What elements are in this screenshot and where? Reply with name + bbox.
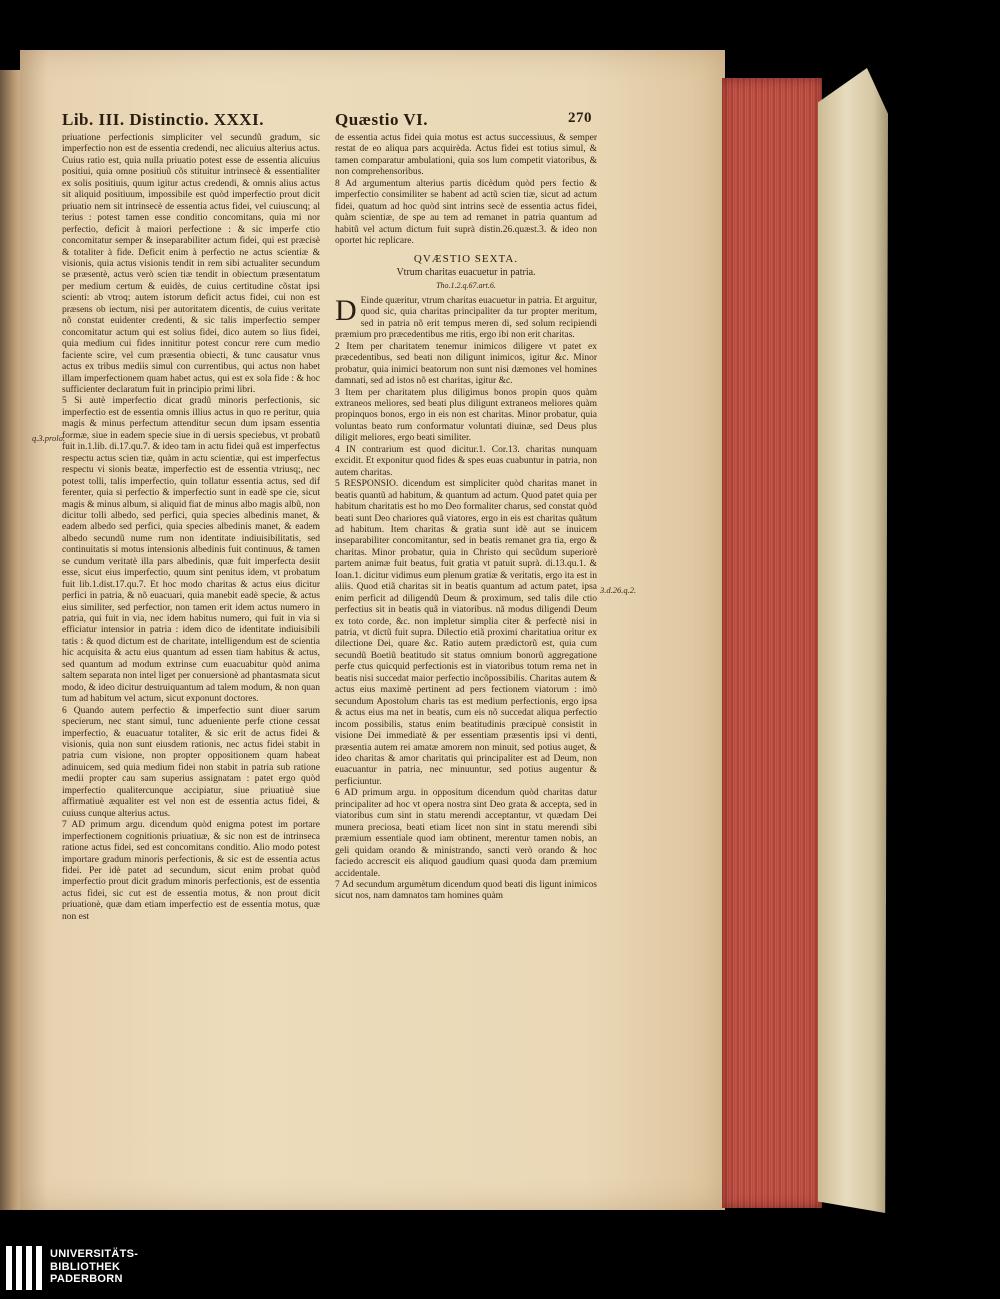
running-head-center: Quæstio VI. (335, 110, 429, 129)
paragraph: 6 Quando autem perfectio & imperfectio sunt diuer sarum specierum, nec stant simul, tunc adueniente perfe ctione cessat imperfectio, & euacuatur totaliter, & sic erit de actus fidei & visionis, quia non sunt eiusdem rationis, nec actus fidei stabit in patria cum visione, non propter oppositionem quam habeat adinuicem, sed quia medium fidei non stabit in patria sub ratione medii propter cau sam superius assignatam : patet ergo quòd imperfectio qualitercunque accipiatur, siue priuatiuè siue affirmatiuè æqualiter est vel non est de essentia actus fidei, & cuiuss cunque alterius actus. (62, 705, 320, 819)
text-column-left (62, 133, 320, 923)
question-subheading: Vtrum charitas euacuetur in patria. (396, 266, 536, 278)
library-name-line: UNIVERSITÄTS- (50, 1248, 139, 1260)
paragraph: de essentia actus fidei quia motus est actus successiuus, & semper restat de eo aliqua pars acquirèda. Actus fidei est totius simul, & tamen comparatur ambulationi, quia sos lum competit viatoribus, & non comprehensoribus. (335, 133, 597, 178)
text-column-right (335, 133, 597, 903)
paragraph: 5 Si autè imperfectio dicat gradũ minoris perfectionis, sic imperfectio est de essentia omnis illius actus in quo re peritur, quia magis & minus perfectum attenditur secun dum ipsam essentia formæ, siue in eadem specie siue in di uersis speciebus, vt probatũ fuit in.1.lib. di.17.qu.7. & ideo tam in actu fidei quã est imperfectus respectu actus scien tiæ, quàm in actu scientiæ, qui est imperfectus respectu vi sionis beatæ, imperfectio est de essentia vtriusq;, nec potest tolli, talis imperfectio, quin tollatur essentia actus, sed dif ferenter, quia si perfectio & imperfectio sunt in eadè spe cie, sicut magis & minus album, si aliquid fiat de minus albo magis albũ, non dicitur tolli albedo, sed perfici, quia species albedinis manet, & eadem albedo sed perfici, quia species albedinis manet, & eadem albedo secundũ nume rum non identitate indiuisibilitatis, sed continuitatis si motus intensionis albedinis fuit continuus, & tamen se cundum veritatè illa pars albedinis, quæ fuit imperfecta desiit esse, sicut eius imperfectio, quum sint penitus idem, vt probatum fuit lib.1.dist.17.qu.7. Et hoc modo charitas & actus eius dicitur perfici in patria, & nõ euacuari, quia manebit eadè specie, & actus eius similiter, sed perfectior, non tamen erit idem actus numero in patria, qui fuit in via, nec idem habitus numero, qui fuit in via si efficiatur intensior in patria : idem dico de identitate indiuisibili tatis : & quod dictum est de charitate, intelligendum est de scientia hic acquisita & actu eius quantum ad essen tiam habitus & actus, sed quantum ad modum extrinse cum euacuabitur quòd anima saltem separata non intel liget per conuersionè ad phantasmata sicut modo, & ideo dicitur destruiquantum ad talem modum, & non quan tum ad habitum vel actum, sicut exponunt doctores. (62, 396, 320, 705)
page-number: 270 (568, 110, 592, 126)
paragraph: 7 AD primum argu. dicendum quòd enigma potest im portare imperfectionem cognitionis priuatiuæ, & sic non est de intrinseca ratione actus fidei, sed est concomitans conditio. Alio modo potest importare gradum minoris perfectionis, & sic est de essentia actus fidei. Per idè patet ad secundum, sicut enim probat quòd imperfectio prout dicit gradum minoris perfectionis, est de essentia actus fidei, sic cut est de essentia motus, & non prout dicit priuationè, quæ dam etiam imperfectio est de essentia motus, quæ non est (62, 820, 320, 922)
paragraph: 3 Item per charitatem plus diligimus bonos propin quos quàm extraneos meliores, sed beati plus diligunt extraneos meliores quàm propinquos bonos, ergo in eis non est charitas. Minor probatur, quia voluntas beato rum conformatur voluntati diuinæ, sed Deus plus diligit meliores, ergo beati similiter. (335, 387, 597, 444)
paragraph: 8 Ad argumentum alterius partis dicèdum quòd pers fectio & imperfectio consimiliter se habent ad actũ scien tiæ, sicut ad actum fidei, quatum ad hoc quòd sint intrins secè de essentia actus fidei, quàm scientiæ, de spe au tem ad remanet in patria quantum ad habitũ vel actum dictum fuit suprà distin.26.quæst.3. & ideo non oportet hic replicare. (335, 178, 597, 247)
vellum-cover (818, 68, 888, 1213)
drop-cap: D (335, 293, 357, 327)
paragraph-text: Einde quæritur, vtrum charitas euacuetur in patria. Et arguitur, quod sic, quia charitas principaliter da tur propter meritum, sed in patria nõ erit tempus meren di, sed solum recipiendi præmium pro præcedentibus me ritis, ergo ibi non erit charitas. (335, 295, 597, 341)
paragraph: 6 AD primum argu. in oppositum dicendum quòd charitas datur principaliter ad hoc vt opera nostra sint Deo grata & accepta, sed in viatoribus cum sint in statu merendi acceptantur, vt quædam Dei munera preciosa, beati etiam licet non sint in statu merendi sibi præmium essentiale quod iam obtinent, merentur tamen nobis, an geli quidam orando & ministrando, sancti verò orando & hoc faciedo accrescit eis aliquod gaudium quasi quoda dam præmium accidentale. (335, 788, 597, 879)
margin-note-right: 3.d.26.q.2. (600, 585, 637, 595)
library-logo (0, 1240, 200, 1299)
library-name-line: BIBLIOTHEK (50, 1260, 121, 1273)
paragraph: priuatione perfectionis simpliciter vel secundũ gradum, sic imperfectio non est de essentia credendi, nec alicuius alterius actus. Cuius ratio est, quia nulla priuatio potest esse de essentia alicuius positiui, quia omne positiuũ cõs stituitur intrinsecè & essentialiter ex solis positiuis, quum igitur actus credendi, & omnis alius actus sit aliquid positiuum, impossibile est quòd imperfectio prout dicit priuatio nem sit intrinsecè de essentia actus fidei, vel cuiuscunq; al terius : potest tamen esse conditio concomitans, quia mi nor perfectio, deficit à maiori perfectione : & sic imperfe ctio concomitatur semper & inseparabiliter actum fidei, qui est præcisè & totaliter à fide. Deficit enim à perfectio ne actus scientiæ & visionis, quia actus visionis tendit in rem sibi actualiter secundum se præsentè, actus verò scien tiæ tendit in obiectum præsentatum per medium certum & euidès, de cuius certitudine cõstat ipsi scienti: ab vtroq; autem istorum deficit actus fidei, cui non est præsens ob iectum, nisi per autoritatem dicentis, de cuius veritate nõ constat euidenter credenti, & sic talis imperfectio semper concomitatur actum qui est solius fidei, dico autem so lius fidei, quia medium cui fides innititur potest concur rere cum medio faciente scire, vel cum præsentia obiecti, & tunc causatur vnus actus ex tribus mediis simul con currentibus, qui actus non habet illam imperfectionem quam habet actus, qui est ex sola fide : & hoc sufficienter declaratum fuit in principio primi libri. (62, 133, 320, 395)
library-name-line: PADERBORN (50, 1273, 123, 1285)
red-fore-edge (722, 78, 822, 1208)
margin-note-left: q.3.prolo. (32, 433, 65, 443)
paragraph (335, 293, 597, 342)
question-reference: Tho.1.2.q.67.art.6. (436, 281, 496, 291)
library-name (50, 1248, 138, 1286)
paragraph: 2 Item per charitatem tenemur inimicos diligere vt patet ex præcedentibus, sed beati non diligunt inimicos, igitur &c. Minor probatur, quia inimici beatorum non sunt nisi dæmones vel homines damnati, sed ad istos nõ est charitas, igitur &c. (335, 341, 597, 387)
paragraph: 5 RESPONSIO. dicendum est simpliciter quòd charitas manet in beatis quantũ ad habitum, & quantum ad actum. Quod patet quia per habitum charitatis est ho mo Deo formaliter charus, sed constat quòd beati sunt Deo chariores quã viatores, ergo in eis est charitas quãtum ad habitum. Item charitas & gratia sunt idè aut se inuicem inseparabiliter concomitantur, sed in beatis remanet gra tia, ergo & charitas. Minor probatur, quia in Christo qui secũdum superiorè partem animæ fuit beatus, fuit gratia vt patuit suprà. di.13.qu.1. & Ioan.1. dicitur vidimus eum plenum gratiæ & veritatis, ergo ita est in aliis. Quod etiã charitas sit in beatis quantum ad actum patet, ipsa enim perficit ad diligendũ Deum & proximum, sed talis dile ctio perfectius sit in beatis quã in viatoribus. nã modus diligendi Deum ex toto corde, &c. non impletur simplia citer & perfectè nisi in patria, vt dictũ fuit supra. Dilectio etiã proximi charitatiua oritur ex dilectione Dei, quare &c. Ratio autem prædictorũ est, quia cum secundũ Boetiũ beatitudo sit status omnium bonorũ aggregatione perfe ctus quicquid perfectionis est in viatoribus totum rema net in beatis nisi succedat maior perfectio incõpossibilis. Charitas autem & actus eius maximè pertinent ad pers fectionem viatorum : imò secundum Apostolum charis tas est medium perfectionis, ergo ipsa & actus eius ma net in beatis, cum eis nõ succedat aliqua perfectio incom possibilis, status enim beatitudinis præcipuè consistit in visione Dei immediatè & per essentiam præsentis ipsi vi denti, præsentia autem rei amatæ amorem non minuit, sed potius auget, & ideo charitas & amor charitatis qui principaliter est ad Deum, non euacuantur in patria, nec minuuntur, sed potius augentur & perficiuntur. (335, 479, 597, 787)
paragraph: 7 Ad secundum argumètum dicendum quod beati dis ligunt inimicos sicut nos, nam damnatos tam homines quàm (335, 880, 597, 902)
running-head-left: Lib. III. Distinctio. XXXI. (62, 110, 264, 129)
logo-bars-icon (6, 1246, 44, 1290)
paragraph: 4 IN contrarium est quod dicitur.1. Cor.13. charitas nunquam excidit. Et exponitur quod fides & spes euas cuabuntur in patria, non autem charitas. (335, 444, 597, 478)
question-heading: QVÆSTIO SEXTA. (413, 252, 519, 265)
